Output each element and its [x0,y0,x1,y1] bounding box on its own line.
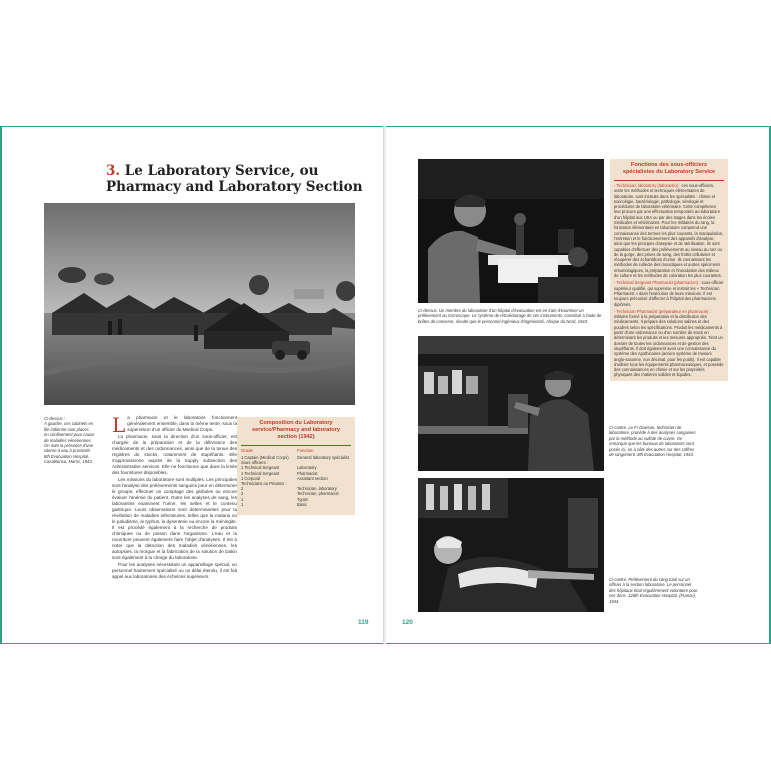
field-hospital-photo [44,203,355,405]
blood-donation-image [418,478,604,612]
photo3-caption: Ci-contre. Prélèvement du sang total sur un officier à la section laboratoire. Le personnel des hôpitaux était régulièrement volontaire pour ces dons. 128th Evacuation Hospital, (France), 1944. [609,577,698,604]
caption-line: citerne à eau à proximité. [44,448,92,454]
function-head: - Technical Sergeant Pharmacist (pharmacien) : [614,280,701,286]
left-page [0,126,384,644]
caption-line: en confinement pour cause [44,432,95,438]
grade-cell: 2 [241,491,244,497]
photo-caption [44,416,100,465]
caption-line: 8th Evacuation Hospital, [44,453,90,459]
function-sergeant-pharmacist [614,280,724,306]
caption-line: Ci-dessus : [44,416,65,421]
composition-table [241,445,351,507]
body-text [112,415,237,580]
table-header [241,446,351,453]
function-head: - Technician, laboratory (laborantin) : [614,183,681,188]
function-head: - Technician Pharmacist (préparateur en pharmacie) : [614,308,711,314]
function-text: sous-officier supérieur qualifié, qui supervise et instruit les « Technician Pharmacist » dans l'exécution de leurs missions. Il est toujours préconisé d'affecter à l'hôpital des pharmaciens diplômés. [614,280,724,307]
caption-line: file indienne sont placés [44,426,89,432]
grade-cell: 1 Technical Sergeant [241,465,280,471]
paragraph-2: La pharmacie, sous la direction d'un sous-officier, est chargée de la préparation et de la délivrance des médicaments et des ordonnances, ainsi que de la tenue des registres de stocks, notamment de stupéfiants. Elle s'approvisionne auprès de la Supply subsection des Administrative services. Elle ne fonctionne que dans la limite des fournitures disponibles. [112,434,237,475]
function-text: militaire formé à la préparation et la distribution des médicaments. Il prépare des solutions salines et des poudres selon les spécifications. Produit les médicaments à partir d'une ordonnance ou d'un nombre de stock en déterminant les produits et les mesures appropriés. Tient un dossier de toutes les ordonnances et de gestion des stupéfiants. Il doit également avoir une connaissance du système des Apothicaires (ancien système de mesure anglo-saxonne, non décimal, pour les poids). Il est capable d'utiliser tous les équipements pharmaceutiques, et possède des connaissances en chimie et sur les propriétés physiques des matières solides et liquides. [614,314,724,378]
composition-box [237,417,355,515]
grade-cell: 1 [241,501,244,507]
fonction-cell: Technician, laboratory [297,486,337,492]
functions-box [610,159,728,381]
functions-box-title: Fonctions des sous-officiers spécialistes du Laboratory Service [622,162,716,175]
paragraph-text: a pharmacie et le laboratoire fonctionnent généralement ensemble, dans la même tente, sous la supervision d'un officier du Medical Corps. [127,415,237,432]
grade-cell: 1 Technical Sergeant [241,470,280,476]
microscope-image [418,159,604,303]
fonction-cell: Assistant section [297,475,328,481]
table-row [241,502,351,507]
fonction-cell: Pharmacist [297,470,318,476]
right-page [386,126,771,644]
caption-line: À gauche, ces cabinets en [44,421,94,427]
paragraph-3: Les missions du laboratoire sont multiples. Les principales sont l'analyse des prélèvements sanguins pour en déterminer le groupe, effectuer un comptage des globules ou encore évaluer l'anémie du patient. Outre les analyses de sang, les laborantins examinent l'urine, les selles et le contenu gastrique. Leurs observations sont déterminantes pour la révélation de maladies infectieuses, telles que la malaria ou le paludisme, le typhus, la dysenterie ou encore la méningite. Il est procédé également à la recherche de produits chimiques ou de poison dans l'organisme. L'eau et la nourriture peuvent également faire l'objet d'analyses. Il est à noter que la détection des maladies vénériennes, les autopsies, la morgue et la fabrication de la solution de Dakin sont également à la charge du laboratoire. [112,477,237,560]
page-number-left: 119 [358,619,369,626]
col-grade-header: Grade [241,448,253,453]
fonction-cell: Basic [297,501,308,507]
book-spread [0,126,771,644]
section-title-text: Le Laboratory Service, ou Pharmacy and Laboratory Section [106,163,363,195]
table-body [241,453,351,507]
grade-cell: 1 Corporal [241,475,261,481]
photo2-caption: Ci-contre. Le Fr Dawson, technicien de laboratoire, procède à des analyses sanguines par la méthode au sulfate de cuivre. On remarque que les bureaux de laboratoire sont posés ici, on à côté des autres sur des coffres de rangement. 8th Evacuation Hospital, 1943. [609,425,696,458]
section-title [106,163,376,195]
paragraph-1 [112,413,237,437]
paragraph-4: Pour les analyses nécessitant un appareillage spécial, un personnel hautement spécialisé ou un délai étendu, il est fait appel aux laboratoires des échelons supérieurs. [112,562,237,579]
fonction-cell: Typist [297,496,308,502]
caption-line: de maladies vénériennes. [44,437,92,443]
grade-cell: 1 [241,496,244,502]
photo1-caption: Ci-dessus. Un membre du laboratoire d'un hôpital d'évacuation est en train d'examiner un prélèvement au microscope. Le système de rétroéclairage de ces instruments, constitué à l'aide de boîtes de conserve, résulte que le personnel ingénieux d'ingéniosité. Afrique du Nord, 1943. [418,308,602,324]
composition-box-title: Composition du Laboratory service/Pharmacy and laboratory section (1942) [252,420,340,440]
drop-cap: L [112,413,126,437]
caption-line: On note la présence d'une [44,443,93,449]
fonction-cell: General laboratory spécialist [297,455,349,460]
grade-cell: Sous-officiers : [241,460,268,466]
col-fonction-header: Fonction [297,448,314,453]
fonction-cell: Laboratory [297,465,317,471]
technician-image [418,336,604,471]
technician-photo [418,336,604,471]
grade-cell: 1 Captain (Medical Corps) [241,455,289,460]
caption-line: Casablanca, Maroc, 1943. [44,459,93,465]
blood-donation-photo [418,478,604,612]
microscope-photo [418,159,604,303]
grade-cell: 2 [241,486,244,492]
section-number: 3. [106,163,121,179]
fonction-cell: Technician, pharmacist [297,491,339,497]
page-number-right: 120 [402,619,413,626]
function-text: ces sous-officiers, outre les méthodes et techniques élémentaires de laboratoire, sont instruits dans les spécialités : chimie et toxicologie, bactériologie, pathologie, sérologie et procédures de laboratoire vétérinaire. Cette compétence leur procure par une effectuation temporaire au laboratoire d'un hôpital aux USA ou par des stages dans les écoles médicales et vétérinaires. Pour les militaires du rang, la formation élémentaire en laboratoire comprend une connaissance des termes les plus courants, la manipulation, l'entretien et le fonctionnement des appareils d'analyse, ainsi que les principes d'asepsie et de stérilisation. Ils sont capables d'effectuer des prélèvements au niveau du nez ou de la gorge, des prises de sang, des frottis cellulaires et récupérer des échantillons d'urine. Ils connaissent les méthodes de collecte des moustiques et autres spécimens entomologiques, la préparation et l'inoculation des milieux de culture et les méthodes de coloration les plus courantes. [614,183,724,279]
functions-box-body [614,180,724,378]
function-lab-tech [614,183,724,278]
function-tech-pharmacist [614,309,724,378]
tents-image [44,203,355,405]
grade-cell: Technicians ou Privates : [241,481,287,487]
